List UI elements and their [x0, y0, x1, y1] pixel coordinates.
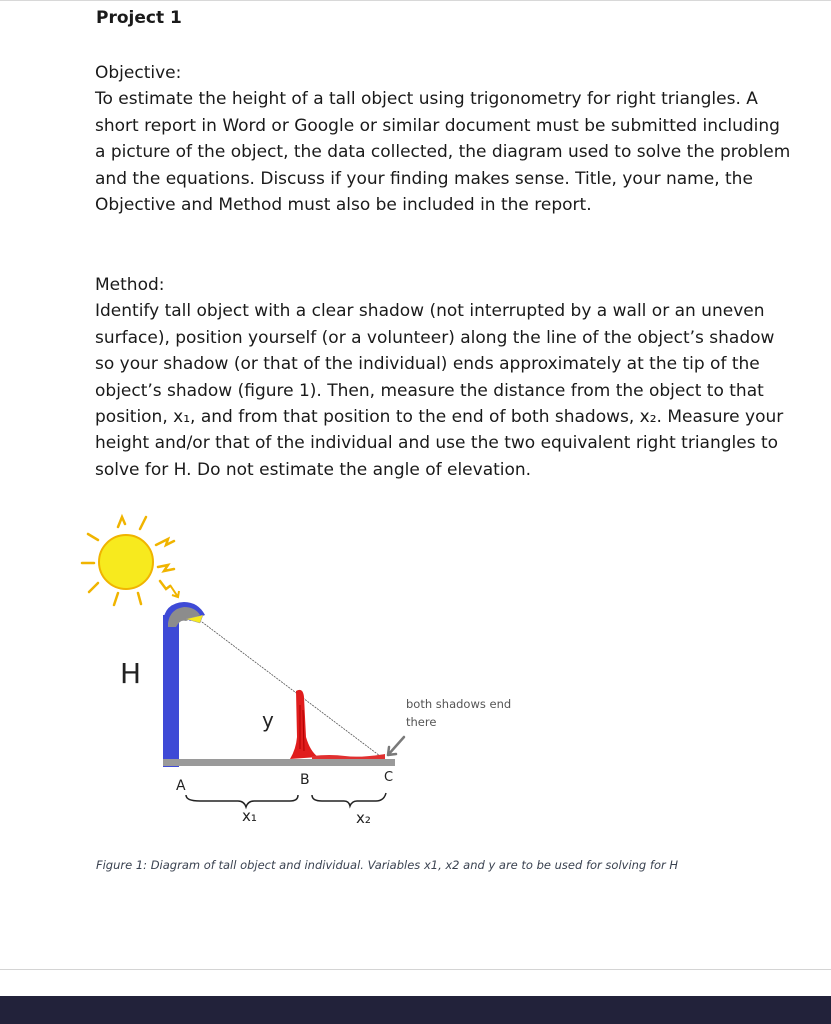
label-A: A — [176, 778, 186, 794]
figure-diagram — [0, 505, 831, 855]
tall-object-icon — [163, 602, 205, 767]
sun-icon — [82, 517, 179, 605]
page-bottom-border — [0, 969, 831, 970]
label-C: C — [384, 770, 394, 785]
label-H: H — [120, 657, 142, 690]
brace-x2 — [312, 793, 386, 806]
brace-x1 — [186, 795, 298, 807]
ground-line — [163, 759, 395, 766]
objective-body: To estimate the height of a tall object using trigonometry for right triangles. A short report in Word or Google or similar document must be submitted including a picture of the object, the data collected, the diagram used to solve the problem and the equations. Discuss if your finding makes sense. Title, your name, the Objective and Method must also be included in the report. — [95, 89, 791, 216]
person-shadow — [312, 754, 385, 759]
taskbar — [0, 996, 831, 1024]
method-heading: Method: — [95, 275, 165, 295]
person-icon — [290, 690, 318, 759]
method-body: Identify tall object with a clear shadow (not interrupted by a wall or an uneven surface), position yourself (or a volunteer) along the line of the object’s shadow so your shadow (or that of the individual) ends approximately at the tip of the object’s shadow (figure 1). Then, measure the distance from the object to that position, x₁, and from that position to the end of both shadows, x₂. Measure your height and/or that of the individual and use the two equivalent right triangles to solve for H. Do not estimate the angle of elevation. — [95, 301, 784, 480]
annotation-text — [406, 697, 515, 729]
method-section — [95, 272, 795, 483]
label-y: y — [262, 708, 274, 732]
label-x2: x₂ — [356, 809, 371, 827]
document-title: Project 1 — [96, 8, 182, 28]
light-ray-line — [190, 613, 388, 762]
label-x1: x₁ — [242, 807, 257, 825]
arrow-icon — [388, 737, 404, 755]
figure-caption: Figure 1: Diagram of tall object and individual. Variables x1, x2 and y are to be used for solving for H — [96, 858, 679, 872]
objective-section — [95, 60, 795, 218]
annotation-line-2: there — [406, 715, 437, 729]
page-top-border — [0, 0, 831, 1]
label-B: B — [300, 772, 310, 788]
annotation-line-1: both shadows end — [406, 697, 512, 711]
objective-heading: Objective: — [95, 63, 182, 83]
